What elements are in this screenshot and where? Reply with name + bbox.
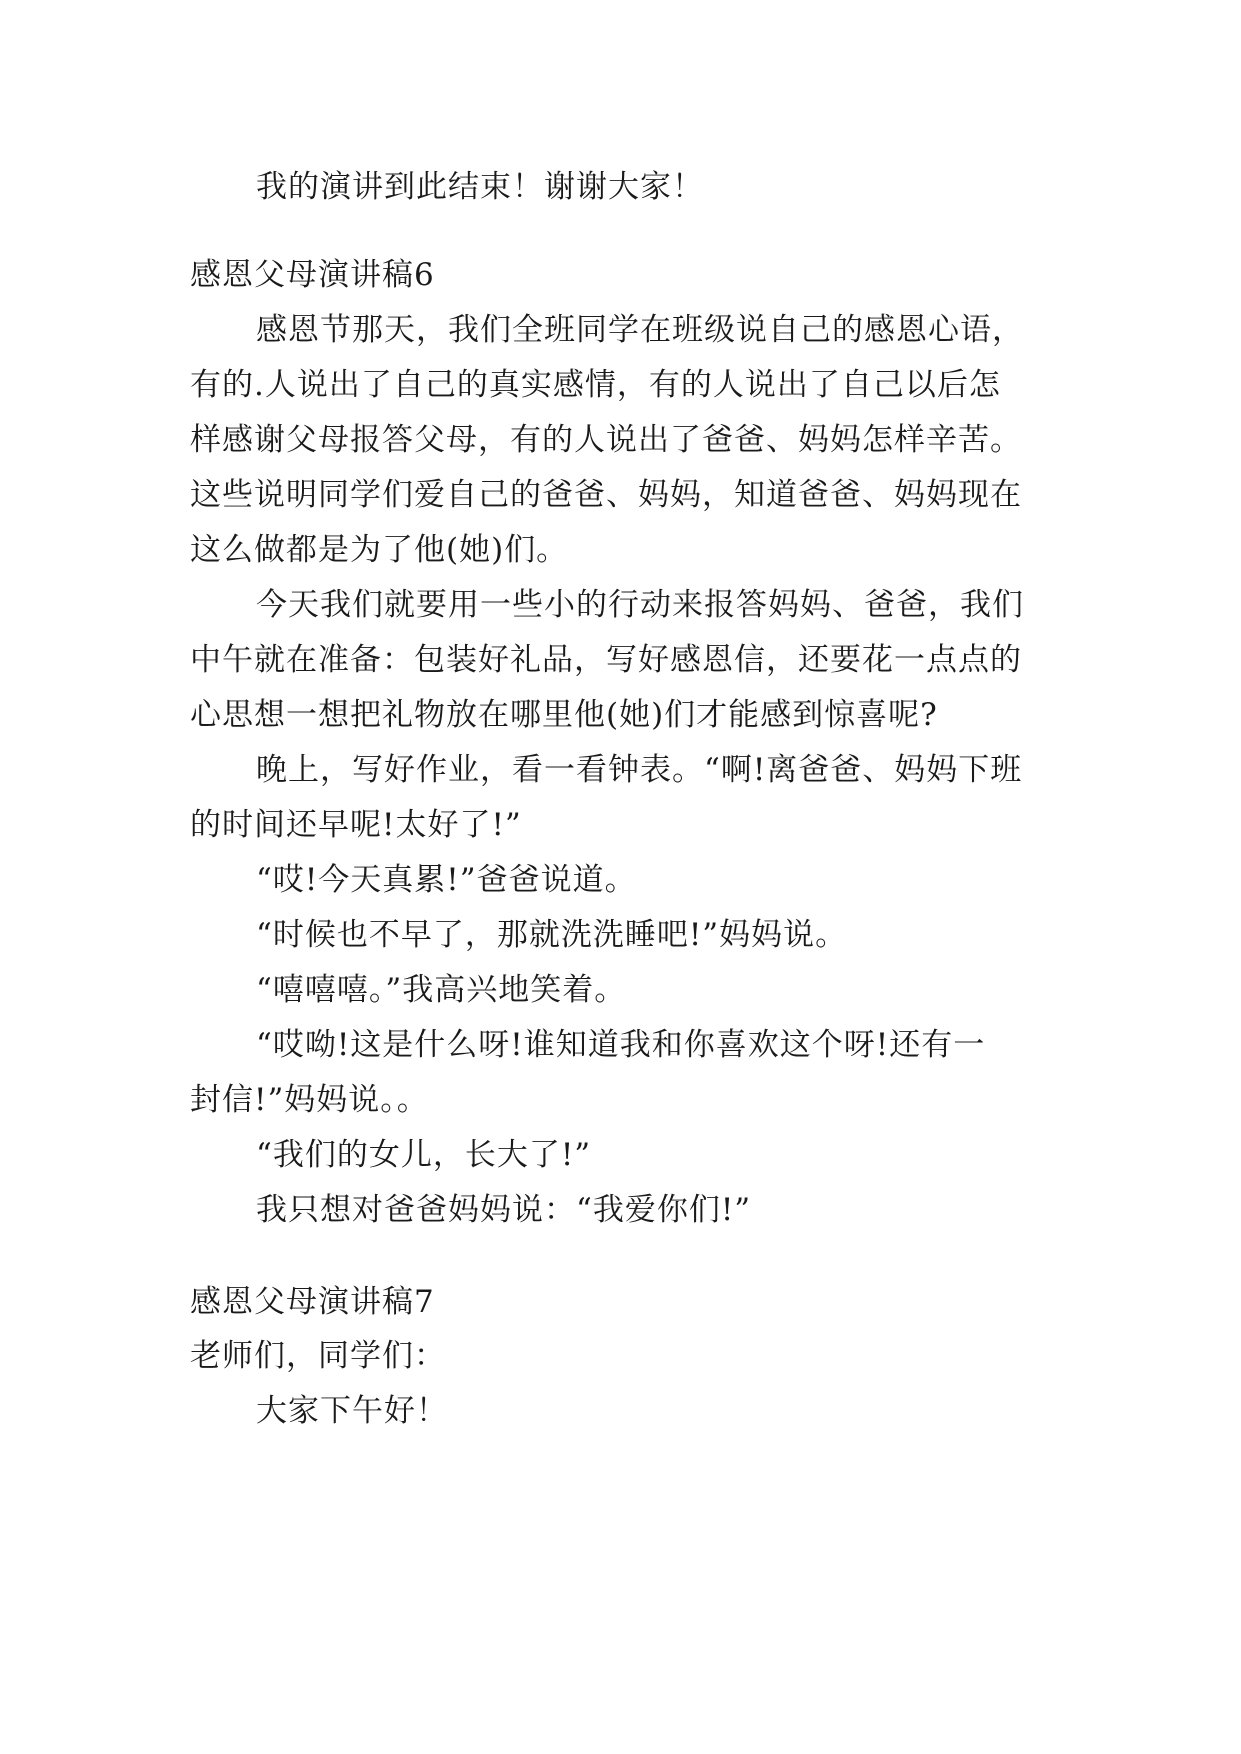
paragraph-line: 的时间还早呢!太好了!” [190, 807, 522, 843]
dialogue-line: 我只想对爸爸妈妈说：“我爱你们!” [256, 1192, 752, 1228]
dialogue-line: 封信!”妈妈说。。 [190, 1082, 429, 1118]
greeting-line: 大家下午好！ [256, 1393, 448, 1429]
section-title-7: 感恩父母演讲稿7 [190, 1284, 435, 1320]
dialogue-line: “时候也不早了，那就洗洗睡吧!”妈妈说。 [256, 917, 848, 953]
dialogue-line: “哎呦!这是什么呀!谁知道我和你喜欢这个呀!还有一 [256, 1027, 986, 1063]
closing-line: 我的演讲到此结束！谢谢大家！ [256, 169, 704, 205]
salutation-line: 老师们，同学们： [190, 1338, 446, 1374]
paragraph-line: 这些说明同学们爱自己的爸爸、妈妈，知道爸爸、妈妈现在 [190, 477, 1022, 513]
section-title-6: 感恩父母演讲稿6 [190, 257, 435, 293]
paragraph-line: 心思想一想把礼物放在哪里他(她)们才能感到惊喜呢? [190, 697, 938, 733]
dialogue-line: “嘻嘻嘻。”我高兴地笑着。 [256, 972, 627, 1008]
paragraph-line: 今天我们就要用一些小的行动来报答妈妈、爸爸，我们 [256, 587, 1024, 623]
paragraph-line: 晚上，写好作业，看一看钟表。“啊!离爸爸、妈妈下班 [256, 752, 1023, 788]
dialogue-line: “哎!今天真累!”爸爸说道。 [256, 862, 637, 898]
paragraph-line: 感恩节那天，我们全班同学在班级说自己的感恩心语， [256, 312, 1024, 348]
dialogue-line: “我们的女儿，长大了!” [256, 1137, 592, 1173]
paragraph-line: 样感谢父母报答父母，有的人说出了爸爸、妈妈怎样辛苦。 [190, 422, 1022, 458]
paragraph-line: 中午就在准备：包装好礼品，写好感恩信，还要花一点点的 [190, 642, 1022, 678]
paragraph-line: 这么做都是为了他(她)们。 [190, 532, 569, 568]
paragraph-line: 有的.人说出了自己的真实感情，有的人说出了自己以后怎 [190, 367, 1001, 403]
